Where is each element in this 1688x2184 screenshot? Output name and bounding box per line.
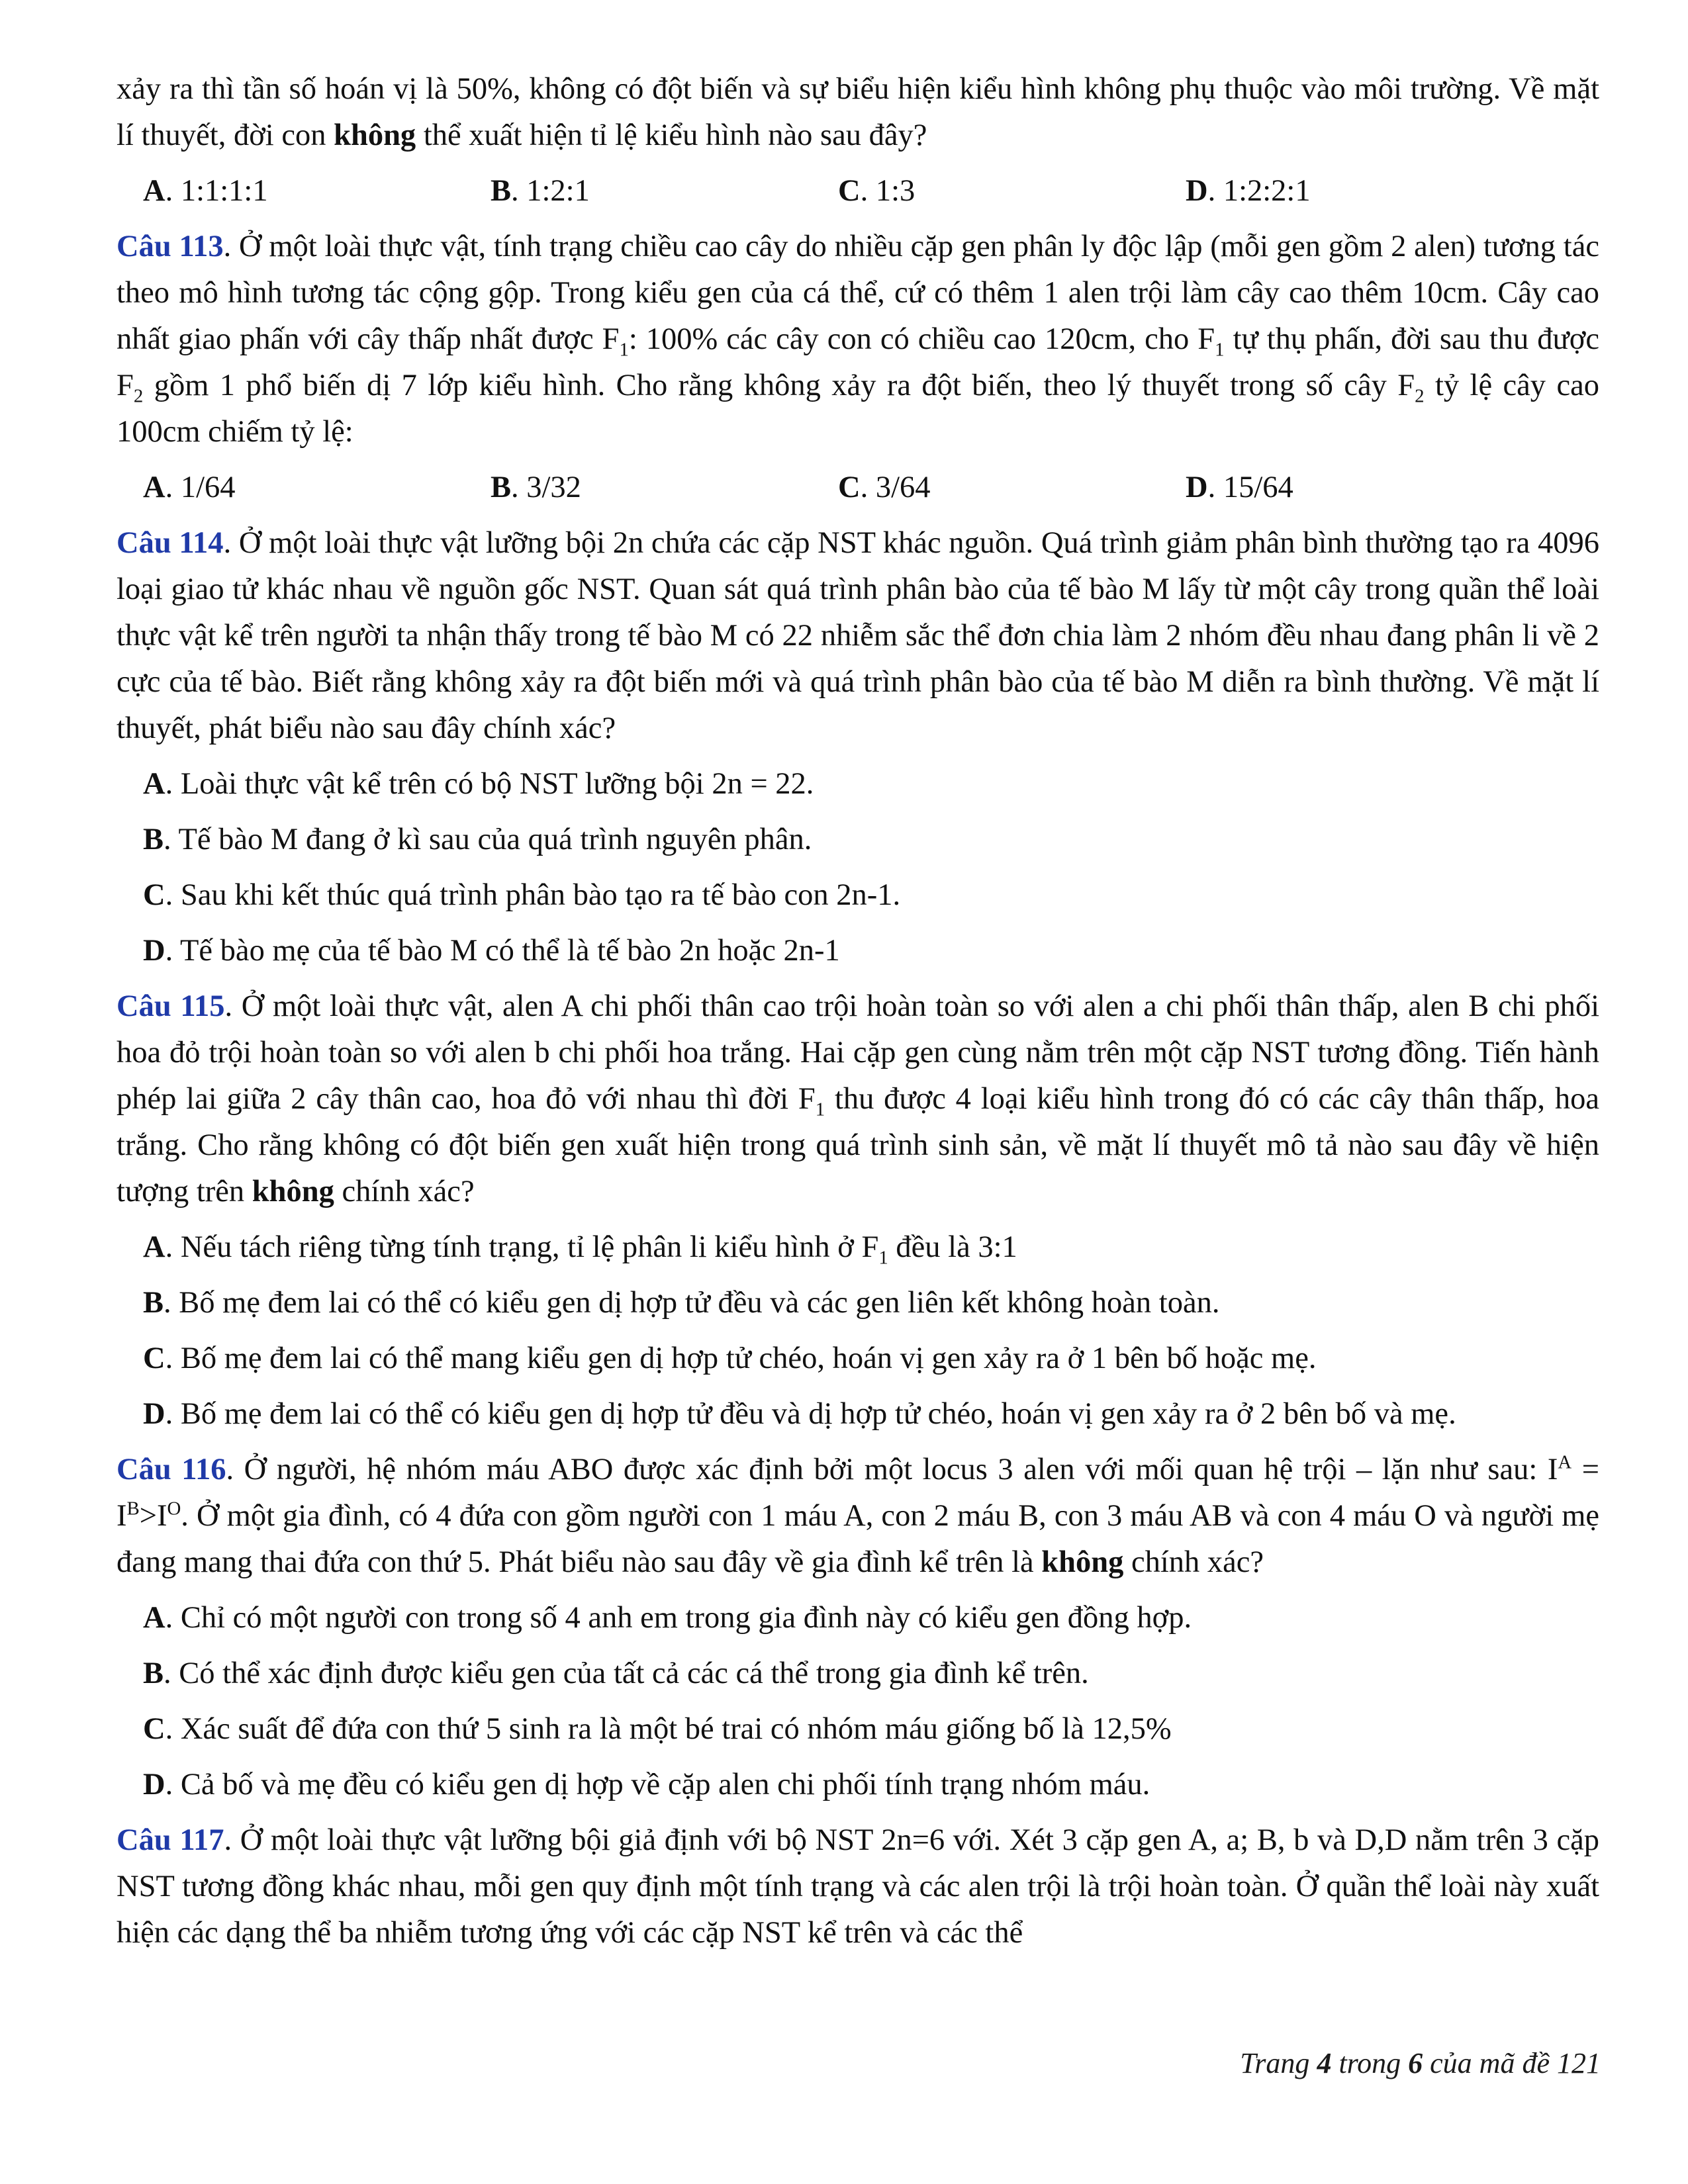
option-a: A. Chỉ có một người con trong số 4 anh em trong gia đình này có kiểu gen đồng hợp.: [143, 1601, 1192, 1635]
option-d: D. Tế bào mẹ của tế bào M có thể là tế bào 2n hoặc 2n-1: [143, 934, 840, 968]
option-d: D. 1:2:2:1: [1186, 174, 1311, 208]
option-b: B. Có thể xác định được kiểu gen của tất cả các cá thể trong gia đình kể trên.: [143, 1657, 1089, 1690]
option-a: A. 1/64: [143, 471, 236, 504]
option-d: D. Bố mẹ đem lai có thể có kiểu gen dị hợp tử đều và dị hợp tử chéo, hoán vị gen xảy ra ở 2 bên bố và mẹ.: [143, 1397, 1456, 1431]
question-113: Câu 113. Ở một loài thực vật, tính trạng chiều cao cây do nhiều cặp gen phân ly độc lập (mỗi gen gồm 2 alen) tương tác theo mô hình tương tác cộng gộp. Trong kiểu gen của cá thể, cứ có thêm 1 alen trội làm cây cao thêm 10cm. Cây cao nhất giao phấn với cây thấp nhất được $F_1$: 100% các cây con có chiều cao 120cm, cho $F_1$ tự thụ phấn, đời sau thu được $F_2$ gồm 1 phổ biến dị 7 lớp kiểu hình. Cho rằng không xảy ra đột biến, theo lý thuyết trong số cây $F_2$ tỷ lệ cây cao 100cm chiếm tỷ lệ:: [117, 230, 1599, 449]
option-a: A. 1:1:1:1: [143, 174, 268, 208]
question-label: Câu 116: [117, 1453, 226, 1486]
option-b: B. Bố mẹ đem lai có thể có kiểu gen dị hợp tử đều và các gen liên kết không hoàn toàn.: [143, 1286, 1220, 1320]
page-footer: Trang 4 trong 6 của mã đề 121: [1240, 2047, 1601, 2079]
question-label: Câu 117: [117, 1823, 224, 1857]
page-number: 4: [1317, 2047, 1332, 2079]
question-label: Câu 114: [117, 526, 224, 560]
option-c: C. Sau khi kết thúc quá trình phân bào tạo ra tế bào con 2n-1.: [143, 878, 901, 912]
option-c: C. Xác suất để đứa con thứ 5 sinh ra là một bé trai có nhóm máu giống bố là 12,5%: [143, 1712, 1172, 1746]
page-total: 6: [1408, 2047, 1423, 2079]
intro-paragraph: [117, 66, 1599, 159]
exam-page: [117, 66, 1599, 1966]
question-117: Câu 117. Ở một loài thực vật lưỡng bội giả định với bộ NST 2n=6 với. Xét 3 cặp gen A, a; B, b và D,D nằm trên 3 cặp NST tương đồng khác nhau, mỗi gen quy định một tính trạng và các alen trội là trội hoàn toàn. Ở quần thể loài này xuất hiện các dạng thể ba nhiễm tương ứng với các cặp NST kể trên và các thể: [117, 1823, 1599, 1950]
option-d: D. Cả bố và mẹ đều có kiểu gen dị hợp về cặp alen chi phối tính trạng nhóm máu.: [143, 1768, 1150, 1801]
option-d: D. 15/64: [1186, 471, 1293, 504]
question-label: Câu 115: [117, 989, 225, 1023]
intro-bold: không: [334, 118, 416, 152]
option-c: C. Bố mẹ đem lai có thể mang kiểu gen dị hợp tử chéo, hoán vị gen xảy ra ở 1 bên bố hoặc mẹ.: [143, 1342, 1317, 1375]
option-b: B. 3/32: [491, 471, 581, 504]
question-label: Câu 113: [117, 230, 224, 263]
intro-text-2: thể xuất hiện tỉ lệ kiểu hình nào sau đây?: [416, 118, 927, 152]
question-114: Câu 114. Ở một loài thực vật lưỡng bội 2n chứa các cặp NST khác nguồn. Quá trình giảm phân bình thường tạo ra 4096 loại giao tử khác nhau về nguồn gốc NST. Quan sát quá trình phân bào của tế bào M lấy từ một cây trong quần thể loài thực vật kể trên người ta nhận thấy trong tế bào M có 22 nhiễm sắc thể đơn chia làm 2 nhóm đều nhau đang phân li về 2 cực của tế bào. Biết rằng không xảy ra đột biến mới và quá trình phân bào của tế bào M diễn ra bình thường. Về mặt lí thuyết, phát biểu nào sau đây chính xác?: [117, 526, 1599, 745]
option-b: B. 1:2:1: [491, 174, 590, 208]
option-c: C. 3/64: [838, 471, 931, 504]
option-a: A. Nếu tách riêng từng tính trạng, tỉ lệ phân li kiểu hình ở $F_1$ đều là 3:1: [143, 1230, 1017, 1269]
question-116: Câu 116. Ở người, hệ nhóm máu ABO được xác định bởi một locus 3 alen với mối quan hệ trội – lặn như sau: $I^A = I^B>I^O$. Ở một gia đình, có 4 đứa con gồm người con 1 máu A, con 2 máu B, con 3 máu AB và con 4 máu O và người mẹ đang mang thai đứa con thứ 5. Phát biểu nào sau đây về gia đình kể trên là không chính xác?: [117, 1451, 1599, 1579]
intro-text: xảy ra thì tần số hoán vị là 50%, không có đột biến và sự biểu hiện kiểu hình không phụ thuộc vào môi trường. Về mặt lí thuyết, đời con: [117, 72, 1599, 152]
option-c: C. 1:3: [838, 174, 915, 208]
q113-options: [117, 465, 1599, 511]
intro-options: [117, 168, 1599, 214]
option-b: B. Tế bào M đang ở kì sau của quá trình nguyên phân.: [143, 823, 812, 856]
option-a: A. Loài thực vật kể trên có bộ NST lưỡng bội 2n = 22.: [143, 767, 814, 801]
question-115: Câu 115. Ở một loài thực vật, alen A chi phối thân cao trội hoàn toàn so với alen a chi phối thân thấp, alen B chi phối hoa đỏ trội hoàn toàn so với alen b chi phối hoa trắng. Hai cặp gen cùng nằm trên một cặp NST tương đồng. Tiến hành phép lai giữa 2 cây thân cao, hoa đỏ với nhau thì đời $F_1$ thu được 4 loại kiểu hình trong đó có các cây thân thấp, hoa trắng. Cho rằng không có đột biến gen xuất hiện trong quá trình sinh sản, về mặt lí thuyết mô tả nào sau đây về hiện tượng trên không chính xác?: [117, 989, 1599, 1208]
